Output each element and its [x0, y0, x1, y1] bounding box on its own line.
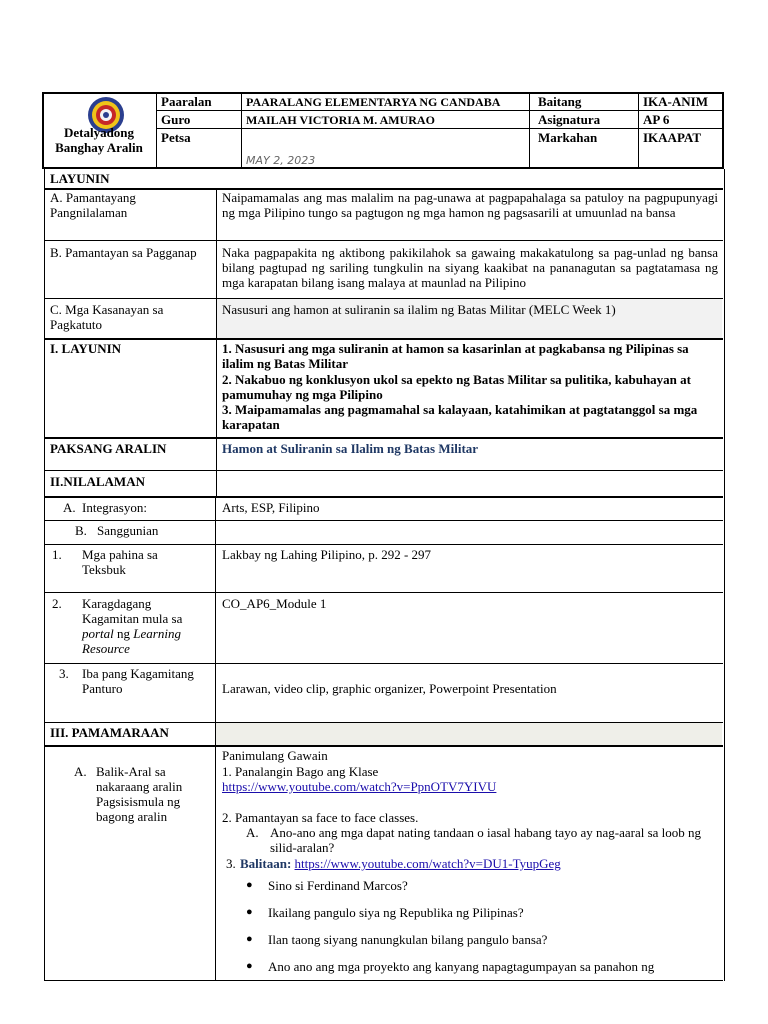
youtube-link-panalangin[interactable]: https://www.youtube.com/watch?v=PpnOTV7YIVU [222, 779, 497, 794]
balitaan-line [240, 856, 561, 871]
doc-type-label: Detalyadong Banghay Aralin [55, 125, 143, 155]
label-guro: Guro [161, 112, 191, 127]
num-sanggunian: B. [75, 523, 87, 538]
label-integrasyon: Integrasyon: [82, 500, 147, 515]
label-paksang-aralin: PAKSANG ARALIN [50, 441, 167, 456]
value-petsa: MAY 2, 2023 [246, 154, 316, 167]
value-paksang-aralin: Hamon at Suliranin sa Ilalim ng Batas Militar [222, 441, 479, 456]
value-iba-pang: Larawan, video clip, graphic organizer, Powerpoint Presentation [222, 681, 557, 696]
question-item: ● Sino si Ferdinand Marcos? [240, 878, 710, 893]
num-teksbuk: 1. [52, 547, 62, 562]
youtube-link-balitaan[interactable]: https://www.youtube.com/watch?v=DU1-TyupGeg [294, 856, 561, 871]
num-karagdagang: 2. [52, 596, 62, 611]
section-nilalaman: II.NILALAMAN [50, 474, 145, 489]
value-baitang: IKA-ANIM [643, 94, 708, 109]
label-pamantayan-sa-pagganap: B. Pamantayan sa Pagganap [50, 245, 197, 260]
value-teksbuk: Lakbay ng Lahing Pilipino, p. 292 - 297 [222, 547, 432, 562]
text-pamantayan-sa-pagganap: Naka pagpapakita ng aktibong pakikilahok sa gawaing makakatulong sa pag-unlad ng bansa bilang pagtupad ng sariling tungkulin na siyang kaakibat na pananagutan sa pagtatamasa ng mga karapatan bilang isang malaya at maunlad na Pilipino [222, 245, 718, 290]
value-asignatura: AP 6 [643, 112, 670, 127]
label-karagdagang: Karagdagang Kagamitan mula sa portal ng Learning Resource [82, 596, 183, 656]
label-sanggunian: Sanggunian [97, 523, 159, 538]
value-integrasyon: Arts, ESP, Filipino [222, 500, 320, 515]
num-integrasyon: A. [63, 500, 76, 515]
balitaan-questions [240, 878, 710, 974]
label-i-layunin: I. LAYUNIN [50, 341, 122, 356]
label-baitang: Baitang [538, 94, 582, 109]
question-item: ● Ano ano ang mga proyekto ang kanyang napagtagumpayan sa panahon ng [240, 959, 710, 974]
step-pamantayan: 2. Pamantayan sa face to face classes. [222, 810, 419, 825]
value-markahan: IKAAPAT [643, 130, 702, 145]
label-petsa: Petsa [161, 130, 191, 145]
text-ano-ano: Ano-ano ang mga dapat nating tandaan o iasal habang tayo ay nag-aaral sa loob ng silid-aralan? [270, 825, 702, 855]
section-layunin: LAYUNIN [50, 171, 110, 186]
step-panalangin: 1. Panalangin Bago ang Klase [222, 764, 379, 779]
question-item: ● Ilan taong siyang nanungkulan bilang pangulo bansa? [240, 932, 710, 947]
label-asignatura: Asignatura [538, 112, 601, 127]
question-item: ● Ikailang pangulo siya ng Republika ng Pilipinas? [240, 905, 710, 920]
label-balik-aral: Balik-Aral sa nakaraang aralin Pagsisismula ng bagong aralin [96, 764, 183, 824]
label-paaralan: Paaralan [161, 94, 212, 109]
objective-2: 2. Nakabuo ng konklusyon ukol sa epekto ng Batas Militar sa pulitika, kabuhayan at pamumuhay ng mga Pilipino [222, 372, 691, 402]
section-pamamaraan: III. PAMAMARAAN [50, 725, 169, 740]
text-mga-kasanayan: Nasusuri ang hamon at suliranin sa ilalim ng Batas Militar (MELC Week 1) [222, 302, 616, 317]
num-ano-ano: A. [246, 825, 259, 840]
num-iba-pang: 3. [59, 666, 69, 681]
objective-1: 1. Nasusuri ang mga suliranin at hamon sa kasarinlan at pagkabansa ng Pilipinas sa ilalim ng Batas Militar [222, 341, 689, 371]
label-teksbuk: Mga pahina sa Teksbuk [82, 547, 158, 577]
value-guro: MAILAH VICTORIA M. AMURAO [246, 113, 435, 127]
label-balitaan: Balitaan: [240, 856, 292, 871]
label-markahan: Markahan [538, 130, 598, 145]
value-paaralan: PAARALANG ELEMENTARYA NG CANDABA [246, 95, 501, 109]
panimulang-gawain: Panimulang Gawain [222, 748, 328, 763]
value-karagdagang: CO_AP6_Module 1 [222, 596, 327, 611]
label-iba-pang: Iba pang Kagamitang Panturo [82, 666, 194, 696]
num-balitaan: 3. [226, 856, 236, 871]
label-pamantayang-pangnilalaman: A. Pamantayang Pangnilalaman [50, 190, 136, 220]
label-mga-kasanayan: C. Mga Kasanayan sa Pagkatuto [50, 302, 164, 332]
objective-3: 3. Maipamamalas ang pagmamahal sa kalayaan, katahimikan at pagtatanggol sa mga karapatan [222, 402, 698, 432]
num-balik-aral: A. [74, 764, 87, 779]
text-pamantayang-pangnilalaman: Naipamamalas ang mas malalim na pag-unawa at pagpapahalaga sa patuloy na pagpupunyagi ng mga Pilipino tungo sa pagtugon ng mga hamon ng pagsasarili at umuunlad na bansa [222, 190, 718, 220]
